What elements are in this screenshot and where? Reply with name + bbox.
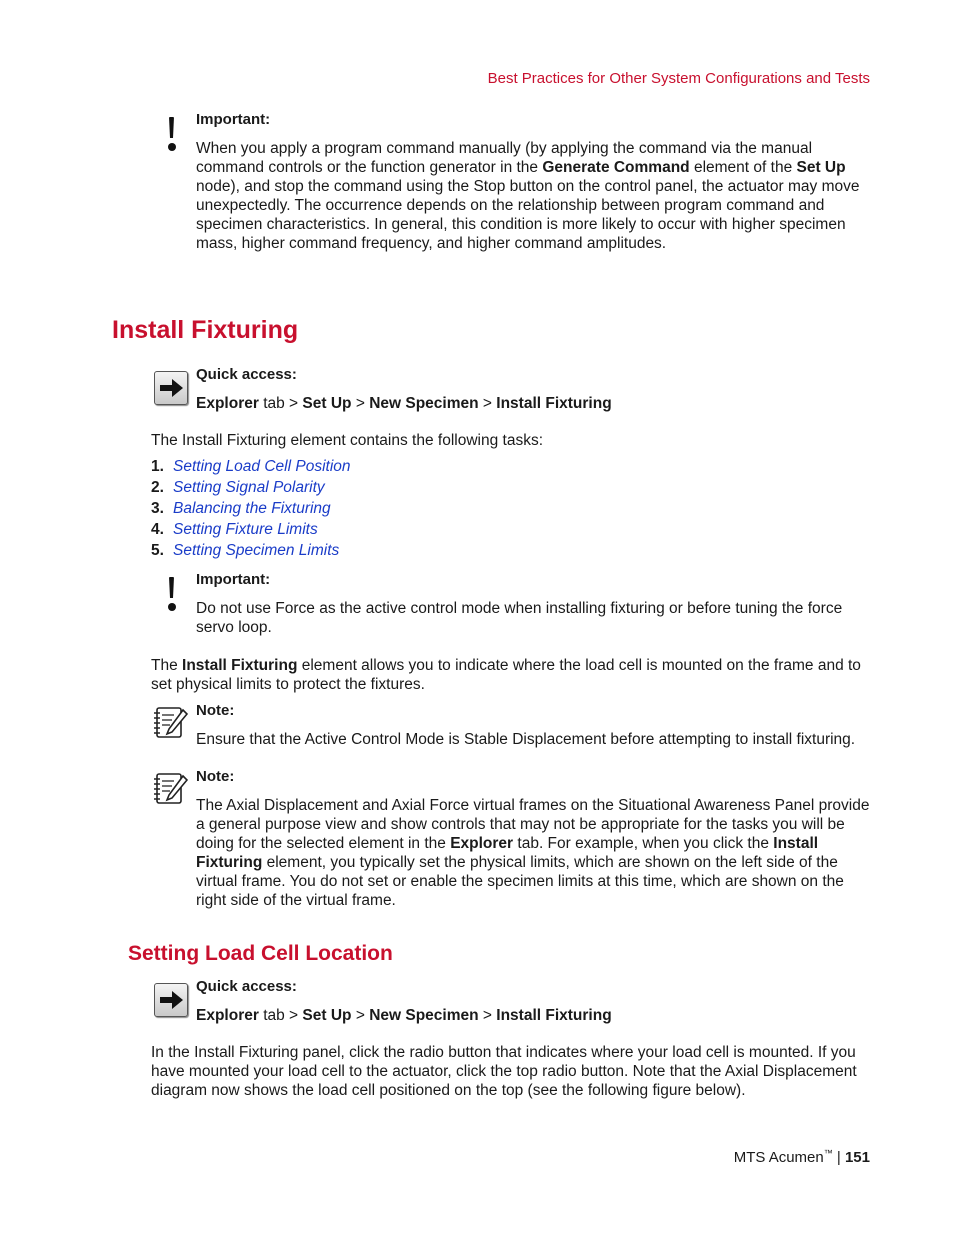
important-label: Important: (196, 111, 271, 128)
list-item: 1. Setting Load Cell Position (151, 458, 351, 475)
link-setting-specimen-limits[interactable]: Setting Specimen Limits (173, 542, 340, 559)
link-setting-fixture-limits[interactable]: Setting Fixture Limits (173, 521, 318, 538)
page-footer: MTS Acumen™ | 151 (733, 1148, 870, 1166)
section-title-setting-load-cell-location: Setting Load Cell Location (128, 942, 393, 965)
product-name: MTS Acumen (733, 1149, 824, 1166)
link-setting-signal-polarity[interactable]: Setting Signal Polarity (173, 479, 325, 496)
arrow-right-icon (154, 371, 188, 405)
arrow-right-icon (154, 983, 188, 1017)
important-text: Do not use Force as the active control mode when installing fixturing or before tuning the force servo loop. (196, 600, 843, 636)
note-label: Note: (196, 702, 235, 719)
note-label: Note: (196, 768, 235, 785)
list-item: 4. Setting Fixture Limits (151, 521, 318, 538)
quick-access-path: Explorer tab > Set Up > New Specimen > Install Fixturing (196, 395, 612, 412)
exclamation-icon (162, 577, 182, 613)
quick-access-path: Explorer tab > Set Up > New Specimen > Install Fixturing (196, 1007, 612, 1024)
link-setting-load-cell-position[interactable]: Setting Load Cell Position (173, 458, 351, 475)
page-number: 151 (844, 1149, 870, 1166)
notepad-pencil-icon (152, 704, 188, 740)
quick-access-label: Quick access: (196, 978, 297, 995)
section-title-install-fixturing: Install Fixturing (112, 316, 299, 344)
note-text: The Axial Displacement and Axial Force virtual frames on the Situational Awareness Panel provide a general purpose view and show controls that may not be appropriate for the tasks you will be doing for the selected element in the Explorer tab. For example, when you click the Install Fixturing element, you typically set the physical limits, which are shown on the left side of the virtual frame. You do not set or enable the specimen limits at this time, which are shown on the right side of the virtual frame. (196, 797, 870, 909)
task-list (151, 458, 351, 563)
important-text: When you apply a program command manually (by applying the command via the manual command controls or the function generator in the Generate Command element of the Set Up node), and stop the command using the Stop button on the control panel, the actuator may move unexpectedly. The occurrence depends on the relationship between program command and specimen characteristics. In general, this condition is more likely to occur with higher specimen mass, higher command frequency, and higher command amplitudes. (196, 140, 860, 252)
notepad-pencil-icon (152, 770, 188, 806)
link-balancing-the-fixturing[interactable]: Balancing the Fixturing (173, 500, 331, 517)
important-label: Important: (196, 571, 271, 588)
tasks-intro: The Install Fixturing element contains the following tasks: (151, 432, 543, 449)
list-item: 3. Balancing the Fixturing (151, 500, 331, 517)
note-text: Ensure that the Active Control Mode is Stable Displacement before attempting to install fixturing. (196, 731, 856, 748)
quick-access-label: Quick access: (196, 366, 297, 383)
running-header: Best Practices for Other System Configurations and Tests (487, 70, 870, 87)
trademark: ™ (823, 1148, 833, 1158)
install-fixturing-description: The Install Fixturing element allows you to indicate where the load cell is mounted on the frame and to set physical limits to protect the fixtures. (151, 657, 861, 693)
list-item: 5. Setting Specimen Limits (151, 542, 340, 559)
load-cell-location-text: In the Install Fixturing panel, click the radio button that indicates where your load cell is mounted. If you have mounted your load cell to the actuator, click the top radio button. Note that the Axial Displacement diagram now shows the load cell positioned on the top (see the following figure below). (151, 1044, 857, 1099)
exclamation-icon (162, 117, 182, 153)
list-item: 2. Setting Signal Polarity (151, 479, 325, 496)
